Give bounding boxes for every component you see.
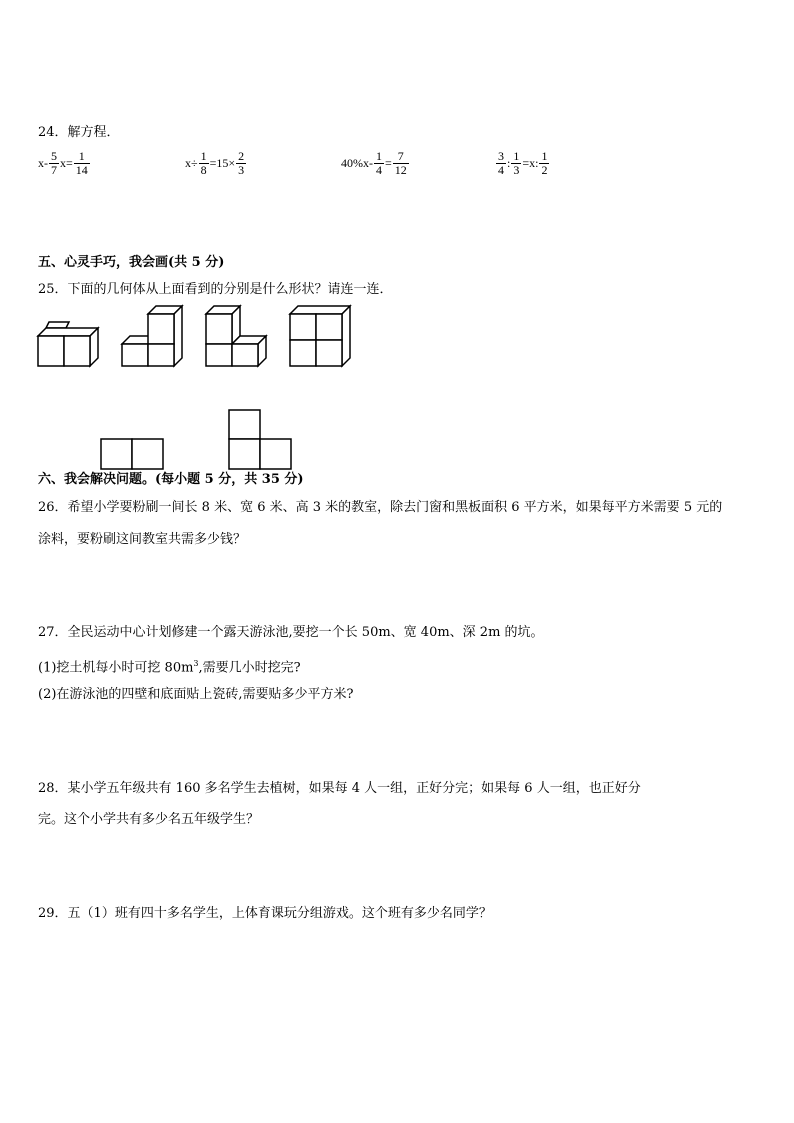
solid-figure-3 [206, 306, 268, 366]
fraction: $\frac{1}{14}$ [75, 149, 88, 177]
equation-2 [185, 150, 247, 177]
q27-part-2: (2)在游泳池的四壁和底面贴上瓷砖,需要贴多少平方米? [38, 687, 354, 702]
eq1-part-a: x- [38, 156, 48, 170]
eq3-part-a: 40%x- [341, 156, 373, 170]
q27-part-1: (1)挖土机每小时可挖 $80m^3$,需要几小时挖完? [38, 659, 301, 676]
solid-figure-4 [290, 306, 352, 366]
q28-line-1: 28．某小学五年级共有 160 多名学生去植树，如果每 4 人一组，正好分完；如果每 6 人一组，也正好分 [38, 781, 641, 796]
fraction: $\frac{1}{8}$ [200, 149, 207, 177]
equation-3 [341, 150, 410, 177]
fraction: $\frac{2}{3}$ [238, 149, 245, 177]
fraction: $\frac{1}{2}$ [541, 149, 548, 177]
eq1-part-b: x= [60, 156, 73, 170]
fraction: $\frac{7}{12}$ [394, 149, 407, 177]
fraction: $\frac{1}{3}$ [513, 149, 520, 177]
q26-line-1: 26．希望小学要粉刷一间长 8 米、宽 6 米、高 3 米的教室，除去门窗和黑板面积 6 平方米，如果每平方米需要 5 元的 [38, 500, 723, 515]
eq3-part-b: = [385, 156, 392, 170]
eq4-colon: : [507, 156, 511, 170]
fraction: $\frac{1}{4}$ [376, 149, 382, 177]
top-view-shape-2 [229, 410, 293, 471]
fraction: $\frac{5}{7}$ [51, 149, 57, 177]
eq2-part-a: x÷ [185, 156, 198, 170]
top-view-shape-1 [101, 439, 165, 471]
q24-title: 24．解方程． [38, 125, 120, 140]
eq4-part-b: =x: [522, 156, 539, 170]
section-6-heading: 六、我会解决问题。(每小题 5 分，共 35 分) [38, 472, 304, 487]
section-5-heading: 五、心灵手巧，我会画(共 5 分) [38, 255, 225, 270]
eq2-part-b: =15× [209, 156, 236, 170]
q29-text: 29．五（1）班有四十多名学生，上体育课玩分组游戏。这个班有多少名同学？ [38, 906, 492, 921]
equation-1 [38, 150, 91, 177]
fraction: $\frac{3}{4}$ [498, 149, 504, 177]
q28-line-2: 完。这个小学共有多少名五年级学生？ [38, 812, 260, 827]
q27-stem: 27．全民运动中心计划修建一个露天游泳池,要挖一个长 50m、宽 40m、深 2m 的坑。 [38, 625, 544, 640]
solid-figure-2 [122, 306, 184, 366]
q25-text: 25．下面的几何体从上面看到的分别是什么形状？请连一连． [38, 282, 393, 297]
q26-line-2: 涂料，要粉刷这间教室共需多少钱？ [38, 532, 247, 547]
solid-figure-1 [38, 322, 102, 366]
equation-4 [495, 150, 550, 177]
